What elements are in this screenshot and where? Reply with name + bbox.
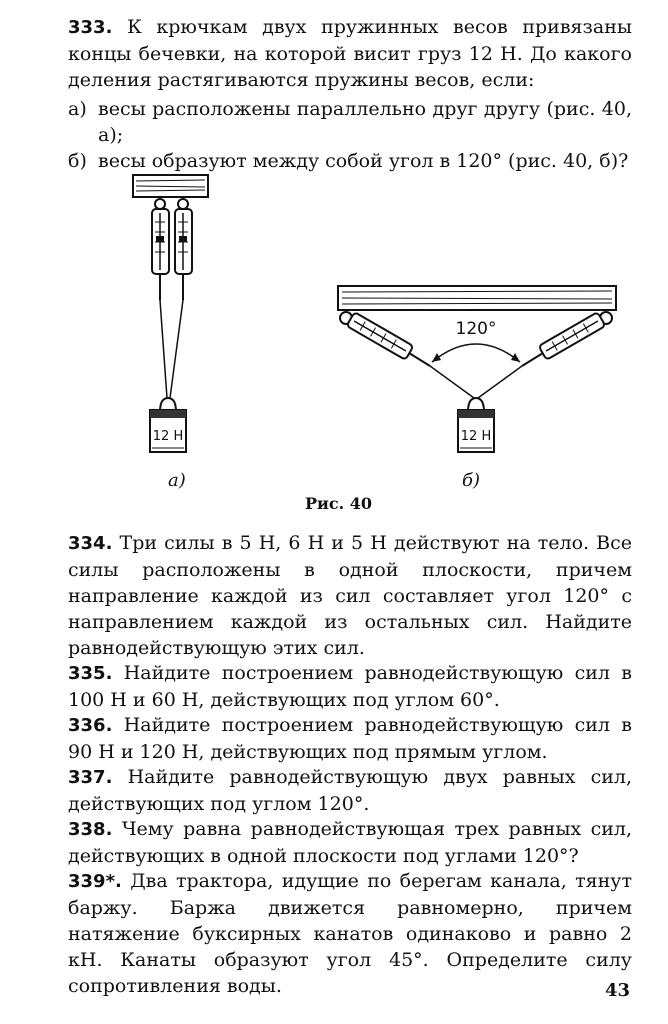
problem-text: Найдите построением равнодействующую сил в 100 Н и 60 Н, действующих под углом 60°. [68, 662, 632, 711]
problem-number: 335. [68, 663, 113, 684]
item-a-label: а) [68, 98, 87, 120]
figure-sublabel-a: а) [168, 470, 186, 491]
problem-336 [68, 712, 632, 765]
problem-text: Три силы в 5 Н, 6 Н и 5 Н действуют на тело. Все силы расположены в одной плоскости, причем направление каждой из сил составляет угол 120° с направлением каждой из остальных сил. Найдите равнодействующую этих сил. [68, 532, 632, 659]
figure-a-drawing [133, 175, 208, 452]
problem-text: К крючкам двух пружинных весов привязаны концы бечевки, на которой висит груз 12 Н. До какого деления растягиваются пружины весов, если: [68, 16, 632, 91]
problem-text: Чему равна равнодействующая трех равных сил, действующих в одной плоскости под углами 120°? [68, 818, 632, 867]
figure-caption: Рис. 40 [305, 494, 373, 513]
figure-sublabel-b: б) [462, 470, 481, 491]
figure-b-drawing [338, 286, 616, 452]
item-a-text: весы расположены параллельно друг другу (рис. 40, а); [98, 98, 632, 146]
problem-number: 333. [68, 17, 113, 38]
angle-label: 120° [455, 319, 497, 339]
problem-335 [68, 660, 632, 713]
weight-label-b: 12 Н [460, 429, 492, 444]
problem-338 [68, 816, 632, 869]
problem-number: 338. [68, 819, 113, 840]
problem-334 [68, 530, 632, 661]
problem-number: 339*. [68, 871, 122, 892]
problem-text: Найдите построением равнодействующую сил в 90 Н и 120 Н, действующих под прямым углом. [68, 714, 632, 763]
problem-number: 334. [68, 533, 113, 554]
item-b-label: б) [68, 150, 87, 172]
problem-number: 337. [68, 767, 113, 788]
item-b-text: весы образуют между собой угол в 120° (рис. 40, б)? [98, 150, 629, 172]
problem-337 [68, 764, 632, 817]
problem-text: Два трактора, идущие по берегам канала, тянут баржу. Баржа движется равномерно, причем натяжение буксирных канатов одинаково и равно 2 кН. Канаты образуют угол 45°. Определите силу сопротивления воды. [68, 870, 632, 997]
problem-text: Найдите равнодействующую двух равных сил, действующих под углом 120°. [68, 766, 632, 815]
problem-339 [68, 868, 632, 999]
weight-label-a: 12 Н [152, 429, 184, 444]
problem-number: 336. [68, 715, 113, 736]
page-number: 43 [604, 980, 630, 1001]
